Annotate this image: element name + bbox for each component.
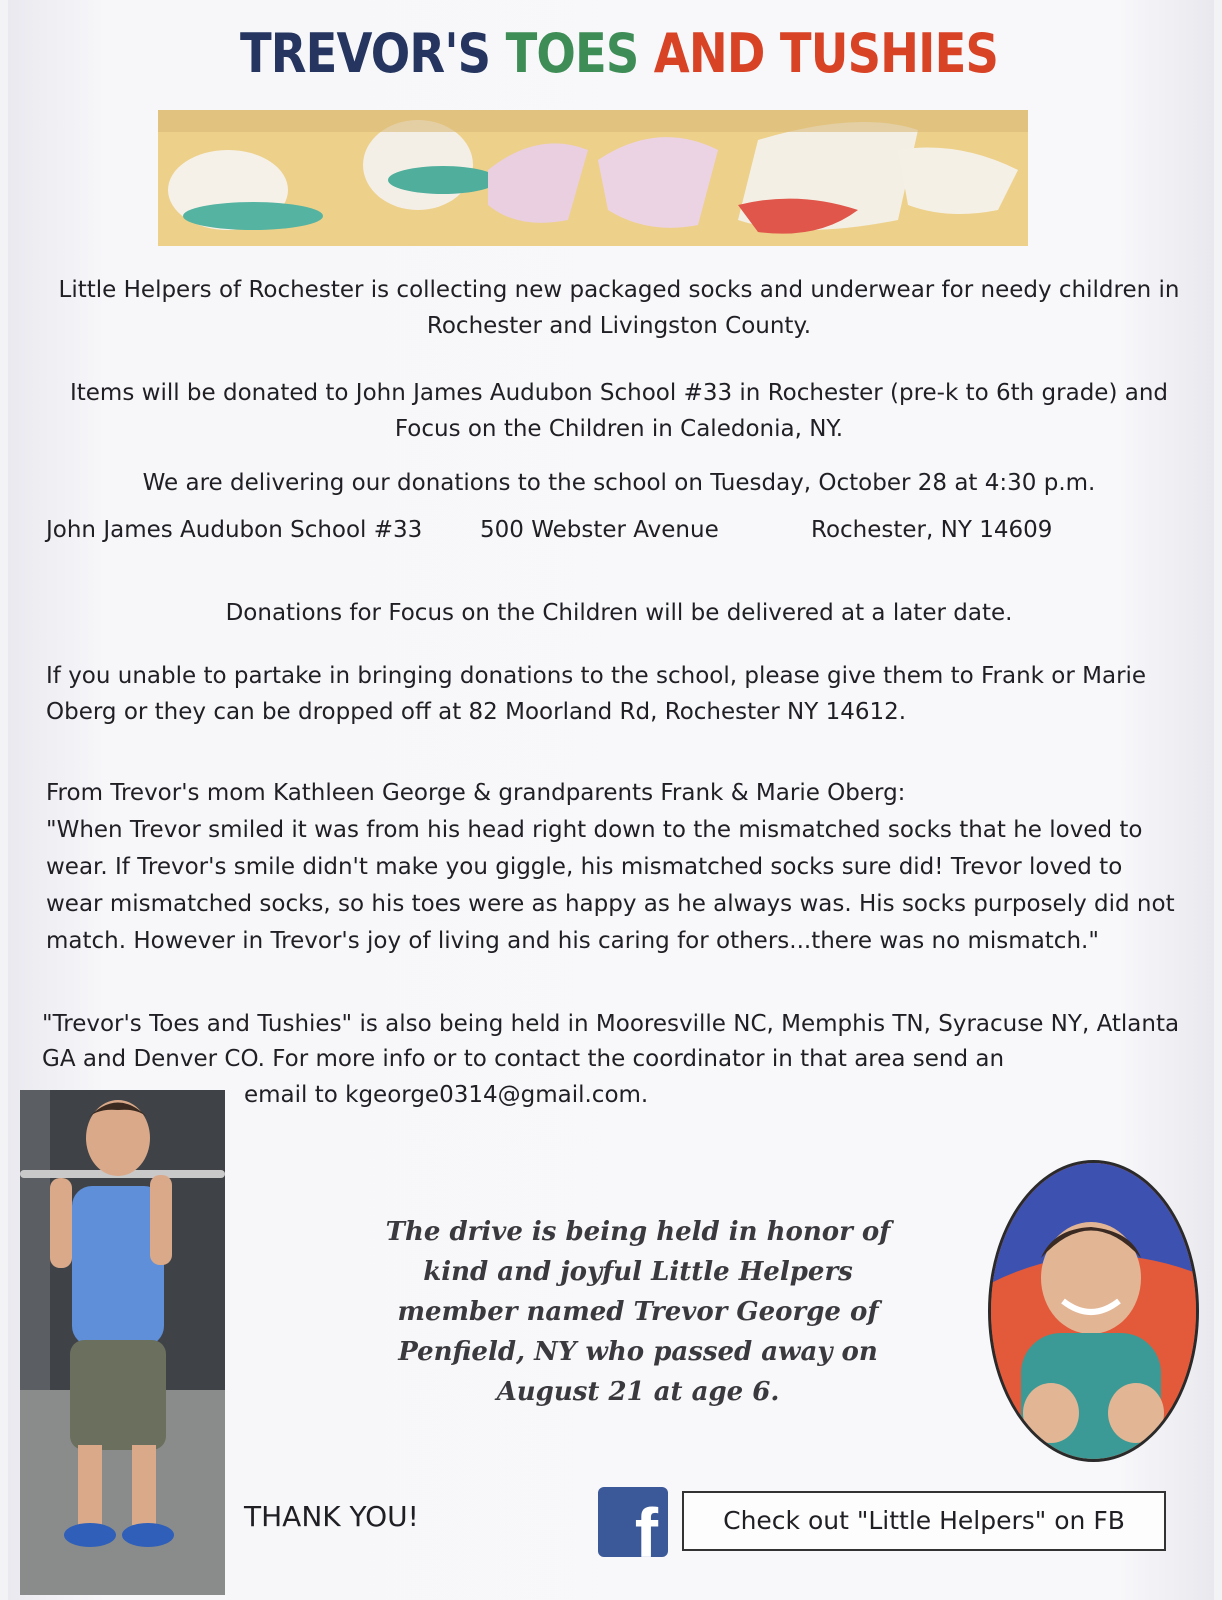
facebook-callout: Check out "Little Helpers" on FB: [682, 1491, 1166, 1551]
thank-you-text: THANK YOU!: [244, 1500, 419, 1533]
quote-attribution: From Trevor's mom Kathleen George & grandparents Frank & Marie Oberg:: [46, 780, 906, 806]
flyer-title: [94, 22, 1145, 85]
address-city: Rochester, NY 14609: [811, 517, 1053, 543]
title-word-tushies: TUSHIES: [779, 22, 999, 85]
facebook-letter: f: [634, 1494, 658, 1557]
delivery-paragraph: We are delivering our donations to the school on Tuesday, October 28 at 4:30 p.m.: [142, 470, 1096, 496]
honor-dedication: [378, 1212, 898, 1412]
title-word-trevors: TREVOR'S: [239, 22, 491, 85]
quote-text: "When Trevor smiled it was from his head right down to the mismatched socks that he loved to wear. If Trevor's smile didn't make you giggle, his mismatched socks sure did! Trevor loved to wear mismatched socks, so his toes were as happy as he always was. His socks purposely did not match. However in Trevor's joy of living and his caring for others...there was no mismatch.": [46, 817, 1175, 954]
honor-line: member named Trevor George of: [397, 1297, 879, 1327]
address-street: 500 Webster Avenue: [480, 517, 719, 543]
family-quote: [46, 775, 1186, 960]
title-word-and: AND: [653, 22, 765, 85]
honor-line: kind and joyful Little Helpers: [423, 1257, 853, 1287]
socks-illustration: [158, 110, 1028, 246]
contact-email: email to kgeorge0314@gmail.com.: [244, 1082, 649, 1108]
honor-line: August 21 at age 6.: [496, 1377, 780, 1407]
honor-line: Penfield, NY who passed away on: [398, 1337, 878, 1367]
other-locations-paragraph: "Trevor's Toes and Tushies" is also being held in Mooresville NC, Memphis TN, Syracuse NY, Atlanta GA and Denver CO. For more info or to contact the coordinator in that area send an: [42, 1011, 1180, 1072]
later-date-paragraph: Donations for Focus on the Children will be delivered at a later date.: [225, 600, 1013, 626]
title-word-toes: TOES: [505, 22, 639, 85]
honor-line: The drive is being held in honor of: [385, 1217, 891, 1247]
intro-paragraph: Little Helpers of Rochester is collecting new packaged socks and underwear for needy children in Rochester and Livingston County.: [58, 277, 1180, 339]
boy-on-bar-picture: [20, 1090, 225, 1595]
donation-paragraph: Items will be donated to John James Audubon School #33 in Rochester (pre-k to 6th grade) and Focus on the Children in Caledonia, NY.: [69, 380, 1169, 442]
trevor-photo-pullup: [20, 1090, 225, 1595]
boy-portrait-picture: [991, 1163, 1196, 1459]
trevor-portrait-oval: [988, 1160, 1199, 1462]
facebook-icon[interactable]: [598, 1487, 668, 1557]
flyer-page: [8, 0, 1214, 1600]
dropoff-paragraph: If you unable to partake in bringing donations to the school, please give them to Frank or Marie Oberg or they can be dropped off at 82 Moorland Rd, Rochester NY 14612.: [46, 663, 1147, 725]
address-school: John James Audubon School #33: [46, 517, 423, 543]
socks-banner-image: [158, 110, 1028, 246]
